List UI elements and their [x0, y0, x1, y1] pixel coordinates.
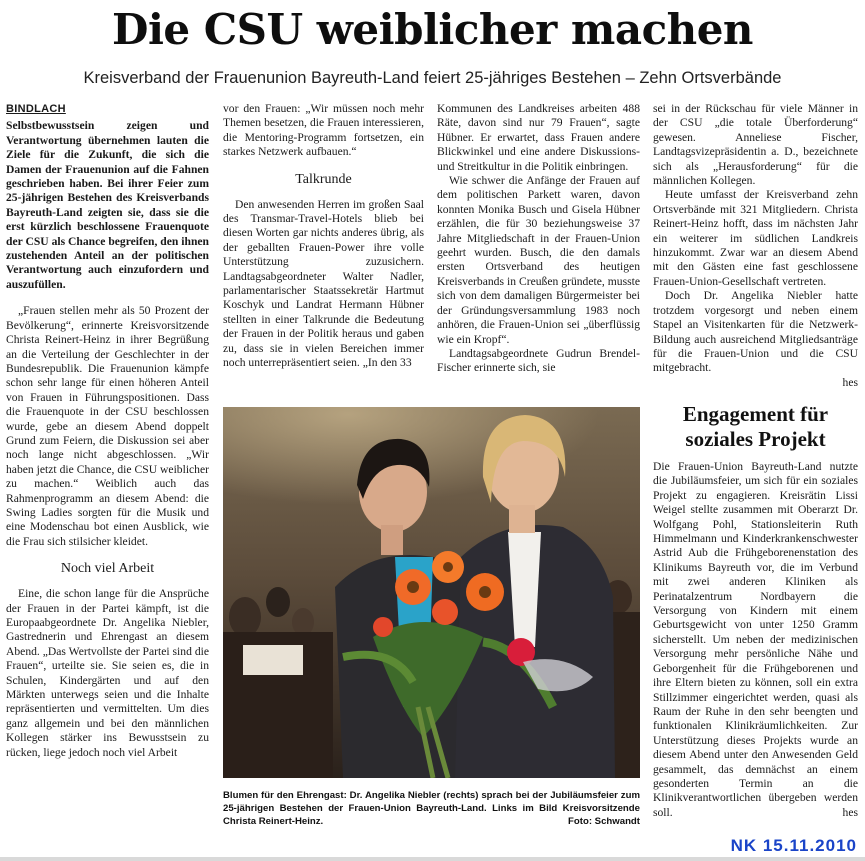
author-signature: hes: [842, 375, 858, 389]
subheading: Talkrunde: [295, 171, 352, 187]
body-paragraph: Landtagsabgeordnete Gudrun Brendel-Fischer erinnerte sich, sie: [437, 346, 640, 375]
photo-illustration: [223, 407, 640, 778]
body-paragraph: „Frauen stellen mehr als 50 Prozent der Bevölkerung“, erinnerte Kreisvorsitzende Christa Reinert-Heinz in ihrer Begrüßung an die Verteilung der Geschlechter in der Bundesrepublik. Die Frauenunion kämpfe schon sehr lange für einen höheren Anteil von Frauen in Führungspositionen. Dass die Frauenquote in der CSU beschlossen wurde, gebe an diesem Abend doppelt Grund zum Feiern, die Diskussion sei aber noch lange nicht abgeschlossen. „Wir haben jetzt die Chance, die CSU weiblicher zu machen.“ Weiblich auch das Rahmenprogramm an diesem Abend: die Swing Ladies sorgten für die Musik und eine Modenschau bot einen Ausblick, wie die Frau sich stilsicher kleidet.: [6, 304, 209, 548]
body-paragraph: Wie schwer die Anfänge der Frauen auf dem politischen Parkett waren, davon konnten Monika Busch und Gisela Hübner erzählen, die für 30 beziehungsweise 37 Jahre Mitgliedschaft in der Frauen-Union geehrt wurden. Busch, die den damals ersten Ortsverband des heutigen Kreisverbands in Creußen gründete, musste sich von dem damaligen Bürgermeister bei der Gründungsversammlung 1983 noch anhören, die Frauen-Union sei „überflüssig wie ein Kropf“.: [437, 174, 640, 346]
headline: Die CSU weiblicher machen: [112, 5, 753, 54]
subheadline: Kreisverband der Frauenunion Bayreuth-Land feiert 25-jähriges Bestehen – Zehn Ortsverbände: [83, 69, 782, 87]
column-2: [223, 102, 424, 371]
photo-caption: [223, 790, 640, 828]
body-paragraph: vor den Frauen: „Wir müssen noch mehr Themen besetzen, die Frauen interessieren, die Mentoring-Programm fortsetzen, ein starkes Netzwerk aufbauen.“: [223, 102, 424, 159]
author-signature: hes: [842, 806, 858, 820]
column-3: [437, 102, 640, 376]
bottom-rule: [0, 857, 865, 861]
column-1: [6, 102, 209, 760]
lead-paragraph: Selbstbewusstsein zeigen und Verantwortung übernehmen lauten die Ziele für die Zukunft, die sich die Damen der Frauenunion auf die Fahnen geschrieben haben. Bei ihrer Feier zum 25-jährigen Bestehen des Kreisverbands Bayreuth-Land zeigten sie, dass sie die erst kürzlich beschlossene Frauenquote der CSU als Chance begreifen, den ihnen zustehenden Anteil an der politischen Verantwortung auch einzufordern und auszufüllen.: [6, 119, 209, 291]
box-headline: Engagement für soziales Projekt: [682, 402, 829, 451]
body-paragraph: sei in der Rückschau für viele Männer in der CSU „die totale Überforderung“ gewesen. Anneliese Fischer, Landtagsvizepräsidentin a. D., bezeichnete sich als „Herausforderung“ für die männlichen Kollegen.: [653, 102, 858, 188]
date-stamp: NK 15.11.2010: [730, 836, 857, 855]
article-photo: [223, 407, 640, 778]
dateline: BINDLACH: [6, 103, 66, 115]
body-paragraph: Kommunen des Landkreises arbeiten 488 Räte, davon sind nur 79 Frauen“, sagte Hübner. Er erwartet, dass Frauen andere Blickwinkel und eine andere Diskussions- und Streitkultur in die Politik einbringen.: [437, 102, 640, 173]
body-paragraph: Eine, die schon lange für die Ansprüche der Frauen in der Partei kämpft, ist die Europaabgeordnete Dr. Angelika Niebler, Gastrednerin und Ehrengast an diesem Abend. „Das Wertvollste der Partei sind die Frauen“, urteilte sie. Sie seien es, die in Schulen, Kindergärten und auf den Märkten unterwegs seien und die Inhalte repräsentierten und vermittelten. Um dies ganz allgemein und bei den männlichen Kollegen stärker ins Bewusstsein zu rücken, liege jedoch noch viel Arbeit: [6, 587, 209, 759]
box-text: [653, 460, 858, 821]
box-paragraph: Die Frauen-Union Bayreuth-Land nutzte die Jubiläumsfeier, um sich für ein soziales Projekt zu engagieren. Kreisrätin Lissi Weigel stellte zusammen mit Oberarzt Dr. Wolfgang Pohl, Stationsleiterin Ruth Himmelmann und Kinderkrankenschwester Astrid Aub die Frühgeborenenstation des Klinikums Bayreuth vor, die im Verbund mit zwei anderen Kliniken als Perinatalzentrum Nordbayern die Versorgung von Kindern mit einem Geburtsgewicht von unter 1250 Gramm sicherstellt. Um neben der medizinischen Versorgung mehr persönliche Nähe und Geborgenheit für die Frühgeborenen und ihre Eltern bieten zu können, soll ein extra Stillzimmer eingerichtet werden, quasi als Raum der Ruhe in den sehr beengten und funktionalen Klinikräumlichkeiten. Zur Unterstützung dieses Projekts wurde an diesem Abend unter den Anwesenden Geld gesammelt, das demnächst an einem gesonderten Termin an die Klinikverantwortlichen übergeben werden soll.: [653, 460, 858, 819]
body-paragraph: Den anwesenden Herren im großen Saal des Transmar-Travel-Hotels blieb bei diesen Worten gar nichts anderes übrig, als der geballten Frauen-Power ihre volle Unterstützung zuzusichern. Landtagsabgeordneter Walter Nadler, parlamentarischer Staatssekretär Hartmut Koschyk und Landrat Hermann Hübner stellten in einer Talkrunde die Bedeutung der Frauen in der Politik heraus und gaben zu, dass sie in vielen Bereichen immer noch unterrepräsentiert seien. „In den 33: [223, 197, 424, 370]
body-paragraph: Doch Dr. Angelika Niebler hatte trotzdem vorgesorgt und neben einem Stapel an Visitenkarten für die Netzwerk-Bildung auch ausreichend Mitgliedsanträge für die Frauen-Union und die CSU mitgebracht.: [653, 289, 858, 375]
photo-credit: Foto: Schwandt: [568, 815, 640, 827]
subheading: Noch viel Arbeit: [60, 561, 155, 577]
column-4: [653, 102, 858, 390]
body-paragraph: Heute umfasst der Kreisverband zehn Ortsverbände mit 321 Mitgliedern. Christa Reinert-Heinz hofft, dass im nächsten Jahr ein weiterer im südlichen Landkreis hinzukommt. Zwar war an diesem Abend mit den Gästen eine fast geschlossene Frauen-Union-Gesellschaft vertreten.: [653, 188, 858, 288]
caption-text: Blumen für den Ehrengast: Dr. Angelika Niebler (rechts) sprach bei der Jubiläumsfeier zum 25-jährigen Bestehen der Frauen-Union Bayreuth-Land. Links im Bild Kreisvorsitzende Christa Reinert-Heinz.: [223, 790, 640, 827]
